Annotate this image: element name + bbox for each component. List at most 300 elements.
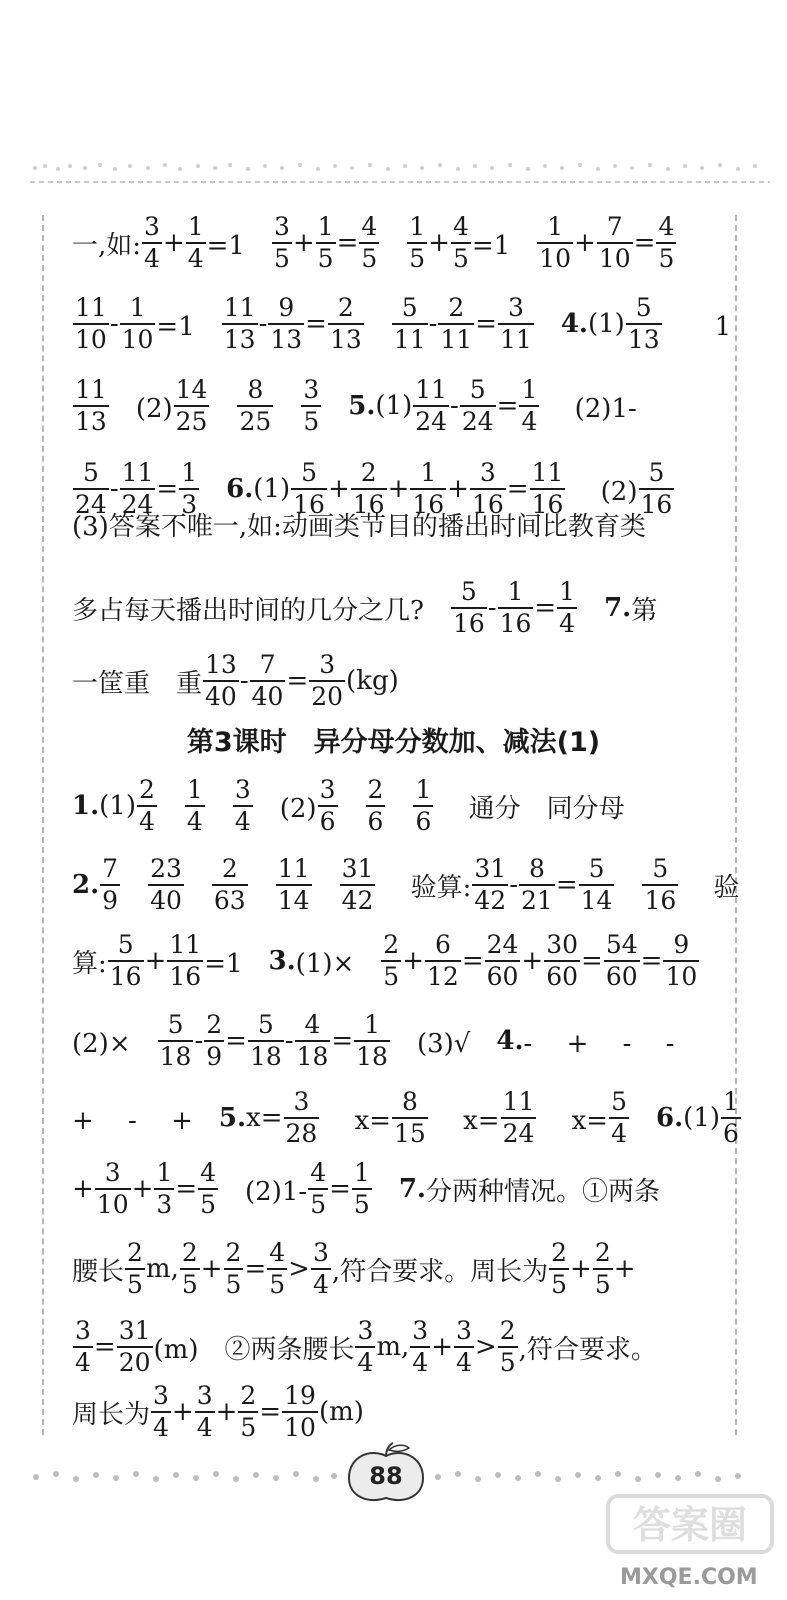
answer-line — [72, 1158, 660, 1220]
denominator: 4 — [139, 807, 155, 836]
text-segment: - — [109, 474, 119, 504]
question-number: 4. — [560, 309, 588, 339]
fraction — [282, 1381, 318, 1443]
numerator: 1 — [181, 458, 198, 487]
numerator: 3 — [75, 1316, 91, 1345]
text-segment: + — [570, 1254, 592, 1284]
top-dotted-border — [30, 160, 770, 186]
fraction — [352, 1158, 372, 1220]
denominator: 42 — [474, 886, 507, 915]
fraction — [316, 212, 336, 274]
denominator: 4 — [196, 1413, 213, 1442]
bottom-dotted-border-left — [30, 1462, 340, 1492]
text-segment: 分两种情况。①两条 — [425, 1176, 660, 1207]
numerator: 9 — [673, 930, 690, 959]
section-heading: 第3课时 异分母分数加、减法(1) — [186, 727, 601, 758]
fraction — [498, 1316, 518, 1378]
numerator: 3 — [196, 1381, 213, 1410]
fraction — [185, 775, 205, 837]
fraction — [125, 1238, 145, 1300]
fraction — [519, 854, 555, 916]
text-segment: (2) — [566, 476, 638, 507]
denominator: 5 — [317, 244, 334, 273]
denominator: 16 — [640, 490, 673, 519]
numerator: 2 — [337, 293, 354, 322]
numerator: 1 — [353, 1158, 370, 1187]
text-segment: = — [175, 1174, 198, 1204]
text-segment — [322, 388, 348, 425]
bottom-dotted-border-right — [432, 1462, 752, 1492]
fraction — [328, 293, 364, 355]
text-segment — [630, 1100, 656, 1137]
text-segment: = — [496, 391, 519, 421]
denominator: 6 — [415, 807, 432, 836]
denominator: 14 — [277, 886, 310, 915]
text-segment: + — [200, 1254, 223, 1284]
text-segment: - — [284, 1026, 294, 1056]
question-number: 5. — [348, 391, 376, 421]
fraction — [472, 854, 508, 916]
fraction — [438, 293, 474, 355]
numerator: 1 — [415, 775, 432, 804]
answer-line — [72, 1010, 674, 1072]
numerator: 19 — [284, 1381, 316, 1410]
fraction — [174, 375, 210, 437]
numerator: 8 — [528, 854, 545, 883]
denominator: 21 — [521, 886, 553, 915]
text-segment: + — [162, 228, 185, 258]
numerator: 31 — [118, 1316, 151, 1345]
numerator: 3 — [234, 775, 251, 804]
denominator: 60 — [546, 962, 579, 991]
numerator: 1 — [364, 1010, 381, 1039]
numerator: 14 — [175, 375, 208, 404]
text-segment: = — [305, 309, 327, 339]
numerator: 1 — [547, 212, 564, 241]
fraction — [544, 930, 580, 992]
text-segment: - — [428, 309, 438, 339]
answer-line — [72, 506, 646, 543]
text-segment: = — [244, 1254, 267, 1284]
answer-line — [72, 930, 700, 992]
fraction — [73, 1316, 93, 1378]
text-segment: = — [555, 870, 578, 900]
denominator: 6 — [367, 807, 384, 836]
numerator: 1 — [186, 775, 203, 804]
denominator: 18 — [356, 1042, 388, 1071]
numerator: 2 — [594, 1238, 611, 1267]
numerator: 30 — [546, 930, 579, 959]
text-segment: (1)× — [295, 948, 381, 979]
denominator: 20 — [311, 682, 344, 711]
fraction — [284, 1087, 320, 1149]
page-number: 88 — [369, 1462, 403, 1490]
fraction — [180, 1238, 200, 1300]
fraction — [108, 930, 144, 992]
denominator: 24 — [502, 1119, 535, 1148]
denominator: 4 — [521, 407, 538, 436]
fraction — [413, 775, 433, 837]
numerator: 4 — [453, 212, 469, 241]
numerator: 11 — [223, 293, 256, 322]
text-segment: (2)1- — [540, 393, 637, 424]
numerator: 4 — [658, 212, 675, 241]
denominator: 18 — [249, 1042, 282, 1071]
numerator: 5 — [588, 854, 605, 883]
text-segment: ,符合要求。周长为 — [331, 1256, 549, 1287]
question-number: 7. — [398, 1174, 426, 1204]
denominator: 4 — [312, 1270, 329, 1299]
denominator: 5 — [200, 1190, 217, 1219]
fraction — [100, 854, 120, 916]
fraction — [301, 375, 321, 437]
denominator: 10 — [121, 325, 154, 354]
denominator: 4 — [75, 1348, 91, 1377]
text-segment: m, — [376, 1332, 410, 1362]
numerator: 1 — [317, 212, 334, 241]
text-segment: - — [258, 309, 268, 339]
denominator: 5 — [658, 244, 675, 273]
text-segment: + — [215, 1397, 238, 1427]
text-segment: - — [509, 870, 519, 900]
text-segment: =1 — [156, 311, 221, 342]
fraction — [158, 1010, 194, 1072]
denominator: 5 — [361, 244, 378, 273]
denominator: 5 — [127, 1270, 143, 1299]
numerator: 5 — [635, 293, 652, 322]
text-segment: + — [292, 228, 315, 258]
fraction — [354, 1010, 390, 1072]
watermark-url: MXQE.COM — [620, 1565, 758, 1590]
denominator: 4 — [186, 807, 203, 836]
denominator: 60 — [605, 962, 638, 991]
numerator: 11 — [415, 375, 448, 404]
text-segment — [185, 867, 211, 904]
text-segment: 验 — [679, 872, 740, 903]
left-dashed-rule — [42, 215, 44, 1435]
text-segment: = — [534, 593, 557, 623]
text-segment — [365, 306, 391, 343]
denominator: 5 — [453, 244, 469, 273]
numerator: 24 — [486, 930, 519, 959]
text-segment: (kg) — [346, 666, 399, 696]
text-segment: = — [259, 1397, 282, 1427]
text-segment: + — [613, 1254, 636, 1284]
text-segment: + — [131, 1174, 154, 1204]
denominator: 3 — [181, 490, 198, 519]
fraction — [549, 1238, 569, 1300]
text-segment: + — [327, 474, 350, 504]
numerator: 4 — [310, 1158, 327, 1187]
text-segment: =1 — [204, 948, 269, 979]
text-segment: 通分 同分母 — [434, 793, 625, 824]
numerator: 1 — [129, 293, 146, 322]
numerator: 2 — [499, 1316, 516, 1345]
numerator: 11 — [121, 458, 154, 487]
fraction — [425, 930, 461, 992]
svg-text:答案圈: 答案圈 — [632, 1503, 748, 1547]
denominator: 13 — [223, 325, 256, 354]
answer-line — [72, 1238, 636, 1300]
numerator: 1 — [521, 375, 538, 404]
text-segment: 第 — [631, 595, 658, 626]
text-segment: - — [239, 666, 249, 696]
numerator: 3 — [319, 775, 336, 804]
denominator: 15 — [394, 1119, 426, 1148]
text-segment: (m) ②两条腰长 — [153, 1334, 355, 1365]
fraction — [148, 854, 184, 916]
text-segment: > — [474, 1332, 497, 1362]
denominator: 11 — [500, 325, 532, 354]
text-segment — [578, 590, 604, 627]
denominator: 5 — [353, 1190, 370, 1219]
numerator: 54 — [605, 930, 638, 959]
fraction — [454, 1316, 474, 1378]
text-segment — [200, 471, 226, 508]
numerator: 9 — [278, 293, 295, 322]
text-segment: 多占每天播出时间的几分之几? — [72, 595, 450, 626]
text-segment: 验算: — [376, 872, 472, 903]
text-segment: = — [461, 946, 484, 976]
fraction — [276, 854, 312, 916]
numerator: 2 — [225, 1238, 242, 1267]
fraction — [295, 1010, 331, 1072]
fraction — [642, 854, 678, 916]
denominator: 4 — [234, 807, 251, 836]
fraction — [498, 577, 534, 639]
fraction — [203, 650, 239, 712]
fraction — [311, 1238, 331, 1300]
denominator: 16 — [452, 609, 485, 638]
denominator: 4 — [456, 1348, 472, 1377]
denominator: 9 — [206, 1042, 223, 1071]
denominator: 24 — [415, 407, 448, 436]
fraction — [195, 1381, 215, 1443]
denominator: 20 — [118, 1348, 151, 1377]
numerator: 3 — [303, 375, 320, 404]
fraction — [272, 212, 292, 274]
denominator: 40 — [150, 886, 182, 915]
numerator: 1 — [723, 1087, 739, 1116]
denominator: 10 — [284, 1413, 316, 1442]
numerator: 2 — [383, 930, 400, 959]
numerator: 5 — [611, 1087, 627, 1116]
denominator: 16 — [471, 490, 504, 519]
numerator: 5 — [401, 293, 418, 322]
text-segment: 一筐重 重 — [72, 668, 203, 699]
fraction — [267, 1238, 287, 1300]
fraction — [142, 212, 162, 274]
denominator: 4 — [412, 1348, 429, 1377]
denominator: 9 — [102, 886, 119, 915]
text-segment: > — [288, 1254, 310, 1284]
fraction — [381, 930, 401, 992]
numerator: 11 — [502, 1087, 535, 1116]
denominator: 6 — [723, 1119, 739, 1148]
denominator: 5 — [499, 1348, 516, 1377]
text-segment: x= — [246, 1103, 283, 1133]
denominator: 4 — [559, 609, 576, 638]
fraction — [154, 1158, 174, 1220]
numerator: 3 — [507, 293, 524, 322]
numerator: 6 — [434, 930, 451, 959]
fraction — [309, 650, 345, 712]
denominator: 16 — [293, 490, 325, 519]
text-segment: (1) — [375, 391, 413, 421]
answer-line — [72, 1087, 742, 1149]
fraction — [355, 1316, 375, 1378]
fraction — [340, 854, 376, 916]
denominator: 5 — [269, 1270, 286, 1299]
denominator: 5 — [303, 407, 320, 436]
text-segment: 周长为 — [72, 1399, 151, 1430]
text-segment — [339, 788, 365, 825]
denominator: 5 — [225, 1270, 242, 1299]
text-segment: x= — [537, 1105, 609, 1136]
text-segment: (1) — [588, 309, 625, 339]
denominator: 14 — [580, 886, 613, 915]
fraction — [137, 775, 157, 837]
fraction — [238, 1381, 258, 1443]
text-segment: = — [225, 1026, 247, 1056]
denominator: 16 — [412, 490, 445, 519]
text-segment: (m) — [318, 1397, 364, 1427]
denominator: 4 — [611, 1119, 627, 1148]
numerator: 2 — [221, 854, 238, 883]
answer-line — [72, 775, 625, 837]
fraction — [413, 375, 449, 437]
text-segment: + — [402, 946, 424, 976]
fraction — [366, 775, 386, 837]
numerator: 7 — [259, 650, 276, 679]
answer-line — [72, 650, 399, 712]
text-segment: + - + — [72, 1105, 219, 1136]
text-segment: = — [336, 228, 359, 258]
fraction — [151, 1381, 171, 1443]
numerator: 3 — [293, 1087, 310, 1116]
text-segment: (2) — [253, 793, 317, 824]
fraction — [460, 375, 496, 437]
text-segment: = — [286, 666, 309, 696]
text-segment: m, — [145, 1254, 179, 1284]
denominator: 13 — [329, 325, 362, 354]
numerator: 3 — [357, 1316, 374, 1345]
text-segment: (3)答案不唯一,如:动画类节目的播出时间比教育类 — [72, 512, 646, 542]
text-segment: (1) — [99, 791, 136, 821]
answer-line — [72, 1316, 657, 1378]
fraction — [519, 375, 539, 437]
denominator: 10 — [665, 962, 698, 991]
numerator: 2 — [139, 775, 155, 804]
numerator: 11 — [75, 293, 107, 322]
answer-line — [72, 293, 731, 355]
text-segment: = — [581, 946, 603, 976]
text-segment: (2)1- — [219, 1176, 308, 1207]
fraction — [392, 1087, 428, 1149]
text-segment: = — [93, 1332, 116, 1362]
denominator: 13 — [627, 325, 660, 354]
numerator: 2 — [181, 1238, 198, 1267]
question-number: 2. — [72, 870, 100, 900]
numerator: 3 — [104, 1158, 121, 1187]
denominator: 11 — [393, 325, 426, 354]
fraction — [120, 293, 156, 355]
fraction — [557, 577, 577, 639]
text-segment: - + - - — [523, 1028, 675, 1059]
denominator: 10 — [539, 244, 572, 273]
text-segment: - — [487, 593, 497, 623]
fraction — [224, 1238, 244, 1300]
denominator: 63 — [213, 886, 246, 915]
fraction — [250, 650, 286, 712]
denominator: 10 — [96, 1190, 129, 1219]
denominator: 40 — [251, 682, 284, 711]
question-number: 7. — [604, 593, 632, 623]
numerator: 3 — [273, 212, 290, 241]
text-segment: = — [633, 228, 656, 258]
denominator: 16 — [169, 962, 202, 991]
fraction — [233, 775, 253, 837]
text-segment: + — [574, 228, 596, 258]
fraction — [308, 1158, 328, 1220]
numerator: 1 — [507, 577, 524, 606]
denominator: 18 — [159, 1042, 192, 1071]
numerator: 1 — [409, 212, 426, 241]
fraction — [593, 1238, 613, 1300]
fraction — [248, 1010, 284, 1072]
denominator: 40 — [205, 682, 237, 711]
fraction — [597, 212, 633, 274]
numerator: 5 — [469, 375, 486, 404]
denominator: 10 — [75, 325, 107, 354]
text-segment — [121, 867, 147, 904]
denominator: 11 — [440, 325, 473, 354]
numerator: 3 — [479, 458, 496, 487]
text-segment — [380, 225, 406, 262]
fraction — [498, 293, 534, 355]
denominator: 4 — [357, 1348, 374, 1377]
text-segment: = — [475, 309, 498, 339]
numerator: 4 — [304, 1010, 321, 1039]
numerator: 2 — [551, 1238, 568, 1267]
numerator: 4 — [361, 212, 378, 241]
question-number: 4. — [496, 1026, 524, 1056]
text-segment: = — [506, 474, 529, 504]
answer-line — [72, 1381, 364, 1443]
fraction — [410, 1316, 430, 1378]
denominator: 3 — [156, 1190, 173, 1219]
text-segment: x= — [320, 1105, 392, 1136]
numerator: 3 — [312, 1238, 329, 1267]
fraction — [626, 293, 662, 355]
denominator: 18 — [296, 1042, 329, 1071]
text-segment: ,符合要求。 — [518, 1334, 657, 1365]
denominator: 24 — [121, 490, 154, 519]
denominator: 16 — [644, 886, 677, 915]
denominator: 4 — [153, 1413, 169, 1442]
text-segment — [274, 388, 300, 425]
numerator: 11 — [75, 375, 107, 404]
text-segment: + — [521, 946, 544, 976]
fraction — [237, 375, 273, 437]
fraction — [501, 1087, 537, 1149]
denominator: 5 — [240, 1413, 257, 1442]
numerator: 7 — [606, 212, 623, 241]
numerator: 1 — [420, 458, 437, 487]
numerator: 4 — [269, 1238, 286, 1267]
fraction — [117, 1316, 153, 1378]
text-segment — [210, 388, 236, 425]
